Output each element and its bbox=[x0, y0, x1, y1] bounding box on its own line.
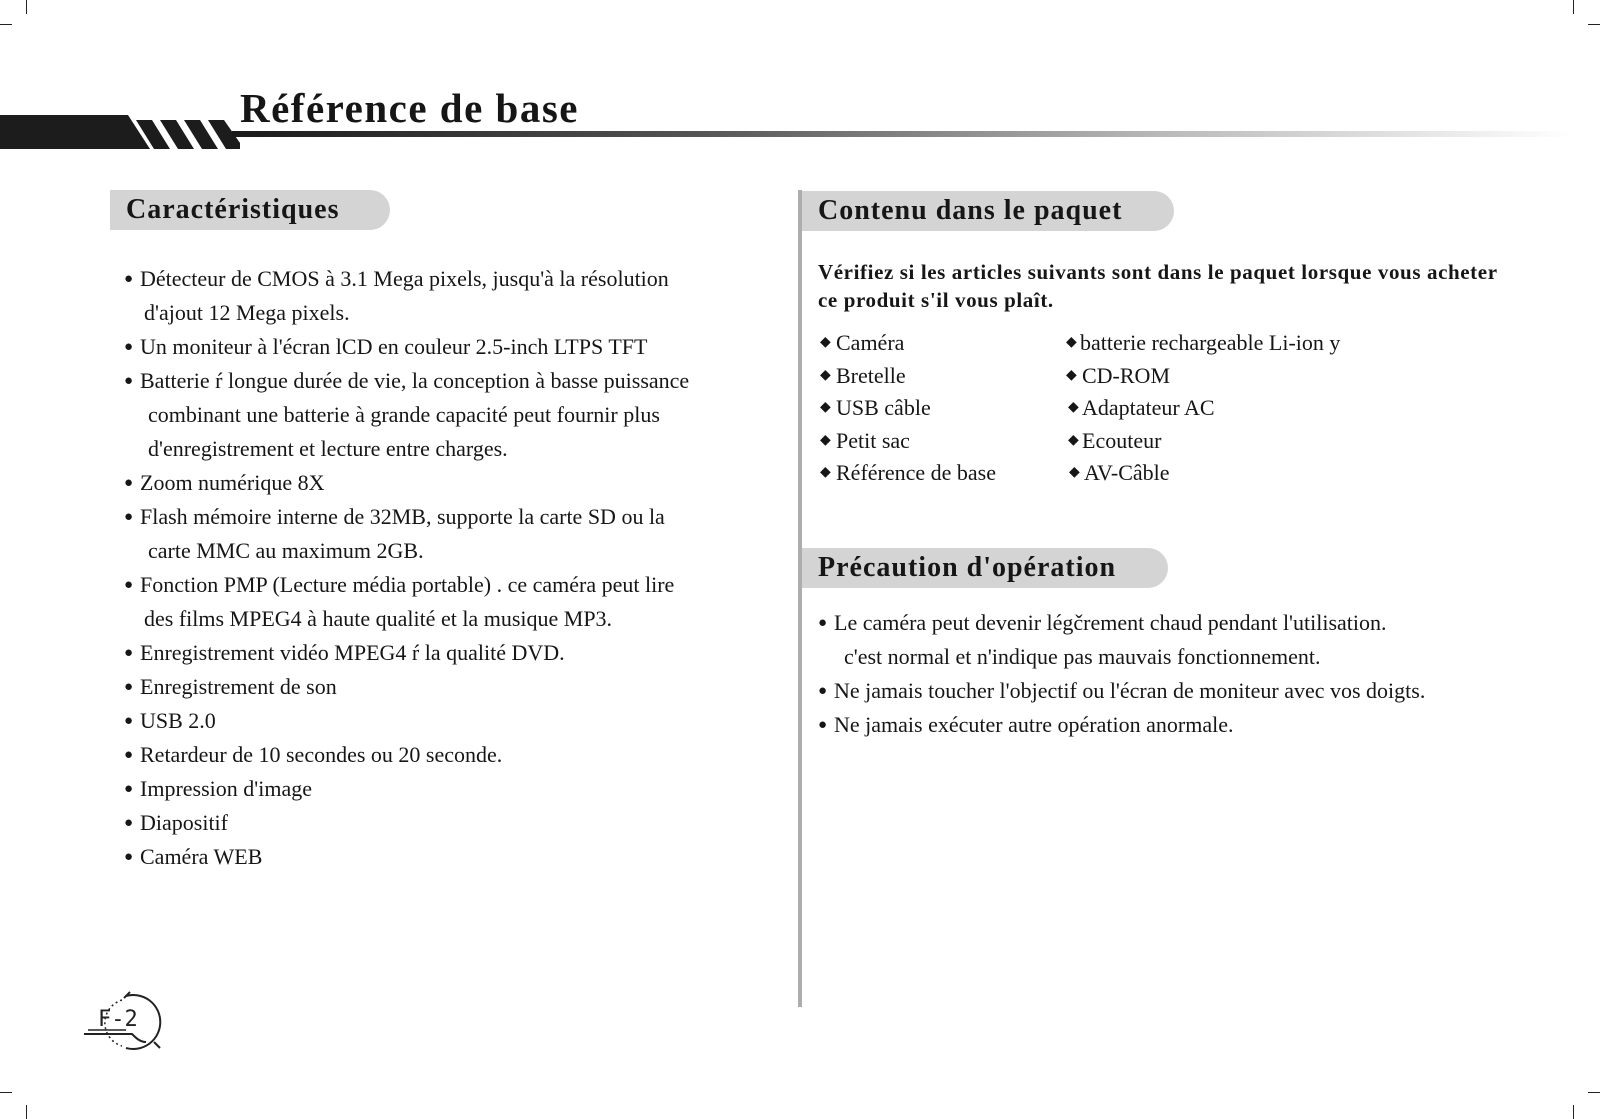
precaution-line: Ne jamais toucher l'objectif ou l'écran de moniteur avec vos doigts. bbox=[834, 678, 1426, 703]
crop-mark bbox=[26, 1105, 27, 1119]
feature-line: Enregistrement vidéo MPEG4 ŕ la qualité DVD. bbox=[140, 640, 565, 665]
feature-line: Diapositif bbox=[140, 810, 228, 835]
diamond-bullet-icon: ◆ bbox=[820, 400, 831, 415]
precaution-line: c'est normal et n'indique pas mauvais fonctionnement. bbox=[844, 644, 1321, 669]
feature-line: Un moniteur à l'écran lCD en couleur 2.5-inch LTPS TFT bbox=[140, 334, 648, 359]
bullet-icon: ● bbox=[124, 373, 134, 389]
precaution-line: Le caméra peut devenir légčrement chaud pendant l'utilisation. bbox=[834, 610, 1387, 635]
feature-line: d'ajout 12 Mega pixels. bbox=[144, 300, 350, 325]
package-item-label: Caméra bbox=[836, 330, 905, 355]
feature-line: Batterie ŕ longue durée de vie, la conception à basse puissance bbox=[140, 368, 690, 393]
page-number-badge bbox=[84, 990, 174, 1052]
package-item-label: batterie rechargeable Li-ion y bbox=[1080, 330, 1341, 355]
package-item-label: AV-Câble bbox=[1084, 460, 1170, 485]
precaution-item bbox=[818, 708, 1578, 742]
feature-item bbox=[124, 704, 764, 738]
diamond-bullet-icon: ◆ bbox=[1068, 400, 1079, 415]
package-item bbox=[820, 360, 1050, 393]
bullet-icon: ● bbox=[124, 849, 134, 865]
features-list bbox=[124, 262, 764, 874]
package-list-left bbox=[820, 327, 1050, 490]
package-item-label: Adaptateur AC bbox=[1082, 395, 1215, 420]
crop-mark bbox=[0, 1092, 12, 1093]
package-item-label: USB câble bbox=[836, 395, 931, 420]
bullet-icon: ● bbox=[124, 747, 134, 763]
feature-line: Retardeur de 10 secondes ou 20 seconde. bbox=[140, 742, 503, 767]
bullet-icon: ● bbox=[124, 339, 134, 355]
feature-line: Détecteur de CMOS à 3.1 Mega pixels, jusqu'à la résolution bbox=[140, 266, 669, 291]
feature-item bbox=[124, 500, 764, 568]
diamond-bullet-icon: ◆ bbox=[1069, 465, 1080, 480]
feature-line: Fonction PMP (Lecture média portable) . ce caméra peut lire bbox=[140, 572, 675, 597]
feature-item bbox=[124, 364, 764, 466]
package-item bbox=[1066, 360, 1386, 393]
bullet-icon: ● bbox=[818, 717, 828, 733]
diamond-bullet-icon: ◆ bbox=[820, 367, 831, 383]
bullet-icon: ● bbox=[818, 683, 828, 699]
bullet-icon: ● bbox=[124, 713, 134, 729]
page-title: Référence de base bbox=[240, 85, 579, 131]
feature-item bbox=[124, 738, 764, 772]
feature-line: Flash mémoire interne de 32MB, supporte la carte SD ou la bbox=[140, 504, 665, 529]
feature-line: Caméra WEB bbox=[140, 844, 263, 869]
diamond-bullet-icon: ◆ bbox=[1066, 367, 1077, 383]
crop-mark bbox=[0, 24, 12, 25]
bullet-icon: ● bbox=[124, 815, 134, 831]
feature-item bbox=[124, 262, 764, 330]
feature-line: combinant une batterie à grande capacité peut fournir plus bbox=[148, 402, 660, 427]
bullet-icon: ● bbox=[124, 781, 134, 797]
header-band-graphic bbox=[0, 115, 240, 149]
package-item-label: Petit sac bbox=[836, 427, 910, 453]
package-item-label: Ecouteur bbox=[1082, 427, 1162, 453]
crop-mark bbox=[1573, 0, 1574, 14]
diamond-bullet-icon: ◆ bbox=[820, 432, 831, 448]
package-item bbox=[820, 327, 1050, 360]
diamond-bullet-icon: ◆ bbox=[1068, 432, 1079, 448]
package-item bbox=[1066, 392, 1386, 425]
package-item-label: Bretelle bbox=[836, 362, 906, 388]
bullet-icon: ● bbox=[124, 475, 134, 491]
diamond-bullet-icon: ◆ bbox=[1066, 335, 1077, 350]
column-divider bbox=[798, 190, 802, 1007]
package-heading: Contenu dans le paquet bbox=[802, 191, 1174, 231]
feature-item bbox=[124, 466, 764, 500]
crop-mark bbox=[1588, 1092, 1600, 1093]
diamond-bullet-icon: ◆ bbox=[820, 465, 831, 480]
package-item bbox=[1066, 457, 1386, 490]
feature-item bbox=[124, 636, 764, 670]
package-item bbox=[820, 392, 1050, 425]
crop-mark bbox=[1588, 24, 1600, 25]
feature-line: USB 2.0 bbox=[140, 708, 216, 733]
page-number-text: F-2 bbox=[98, 1007, 138, 1032]
package-item bbox=[1066, 327, 1386, 360]
package-item-label: CD-ROM bbox=[1082, 362, 1171, 388]
precaution-line: Ne jamais exécuter autre opération anormale. bbox=[834, 712, 1234, 737]
feature-line: Enregistrement de son bbox=[140, 674, 337, 699]
bullet-icon: ● bbox=[124, 645, 134, 661]
feature-item bbox=[124, 568, 764, 636]
package-check-note: Vérifiez si les articles suivants sont dans le paquet lorsque vous acheter ce produit s'il vous plaît. bbox=[818, 260, 1498, 312]
precautions-list bbox=[818, 606, 1578, 742]
package-list-right bbox=[1066, 327, 1386, 490]
feature-item bbox=[124, 840, 764, 874]
feature-line: Zoom numérique 8X bbox=[140, 470, 325, 495]
precaution-item bbox=[818, 606, 1578, 674]
package-item bbox=[1066, 425, 1386, 458]
features-heading: Caractéristiques bbox=[110, 190, 390, 230]
crop-mark bbox=[1573, 1105, 1574, 1119]
feature-item bbox=[124, 330, 764, 364]
package-item bbox=[820, 457, 1050, 490]
package-item-label: Référence de base bbox=[836, 460, 997, 485]
header-rule bbox=[232, 131, 1572, 137]
feature-line: Impression d'image bbox=[140, 776, 312, 801]
bullet-icon: ● bbox=[818, 615, 828, 631]
crop-mark bbox=[26, 0, 27, 14]
feature-item bbox=[124, 772, 764, 806]
feature-line: d'enregistrement et lecture entre charges. bbox=[148, 436, 508, 461]
diamond-bullet-icon: ◆ bbox=[820, 335, 831, 350]
precautions-heading: Précaution d'opération bbox=[802, 548, 1168, 588]
precaution-item bbox=[818, 674, 1578, 708]
feature-line: carte MMC au maximum 2GB. bbox=[148, 538, 424, 563]
bullet-icon: ● bbox=[124, 679, 134, 695]
feature-item bbox=[124, 806, 764, 840]
bullet-icon: ● bbox=[124, 577, 134, 593]
bullet-icon: ● bbox=[124, 509, 134, 525]
feature-item bbox=[124, 670, 764, 704]
bullet-icon: ● bbox=[124, 271, 134, 287]
package-item bbox=[820, 425, 1050, 458]
feature-line: des films MPEG4 à haute qualité et la musique MP3. bbox=[144, 606, 613, 631]
